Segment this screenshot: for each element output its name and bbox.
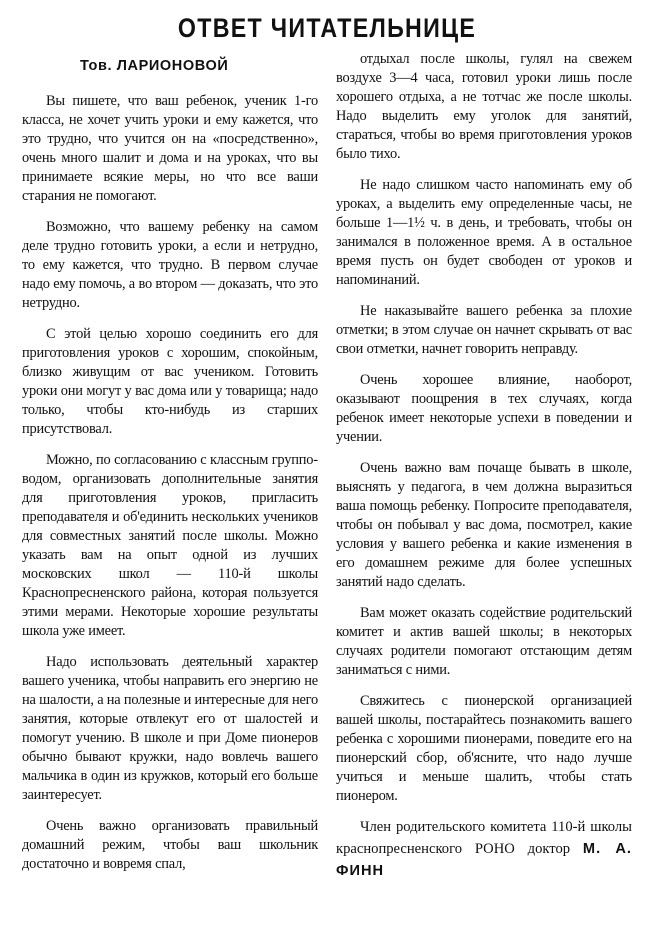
paragraph: Не наказывайте вашего ребенка за плохие отметки; в этом случае он начнет скрывать от вас свои отметки, начнет говорить неправду. — [336, 303, 632, 357]
paragraph: Очень важно организовать правильный домашний режим, чтобы ваш школьник достаточно и вовремя спал, — [22, 818, 318, 872]
paragraph: С этой целью хорошо соединить его для приготовления уроков с хорошим, спокойным, близко живущим от вас учеником. Готовить уроки они могут у вас дома или у товарища; надо только, чтобы кто-нибудь из старших присутствовал. — [22, 326, 318, 437]
signature — [336, 816, 632, 882]
paragraph: Не надо слишком часто напоминать ему об уроках, а выделить ему определенные часы, не больше 1—1½ ч. в день, и требовать, чтобы он занимался в положенное время. А в остальное время пусть он будет свободен от уроков и напоминаний. — [336, 177, 632, 288]
addressee: Тов. ЛАРИОНОВОЙ — [80, 58, 229, 74]
headline: ОТВЕТ ЧИТАТЕЛЬНИЦЕ — [177, 13, 477, 43]
signature-name: М. А. ФИНН — [336, 841, 632, 879]
column-left — [22, 50, 318, 886]
paragraph: отдыхал после школы, гулял на свежем воздухе 3—4 часа, готовил уроки лишь после хорошего отдыха, а не тотчас же после школы. Надо выделить ему уголок для занятий, стараться, чтобы во время приготовления уроков было тихо. — [336, 51, 632, 162]
paragraph: Можно, по согласованию с классным групповодом, организовать дополнительные занятия для приготовления уроков, пригласить преподавателя и об'единить нескольких учеников для совместных занятий после школы. Можно указать вам на опыт одной из лучших московских школ — 110-й школы Краснопресненского района, которая пользуется этими мерами. Некоторые хорошие результаты школа уже имеет. — [22, 452, 318, 639]
paragraph: Вам может оказать содействие родительский комитет и актив вашей школы; в некоторых случаях родители помогают отстающим детям заниматься с ними. — [336, 605, 632, 678]
paragraph: Очень важно вам почаще бывать в школе, выяснять у педагога, в чем должна выразиться ваша помощь ребенку. Попросите преподавателя, чтобы он побывал у вас дома, посмотрел, какие условия у вашего ребенка и какие изменения в его домашнем режиме для более успешных занятий надо сделать. — [336, 460, 632, 590]
article-body — [22, 50, 632, 886]
paragraph: Очень хорошее влияние, наоборот, оказывают поощрения в тех случаях, когда ребенок имеет некоторые успехи в поведении и учении. — [336, 372, 632, 445]
signature-lead: Член родительского комитета 110-й школы краснопресненского РОНО доктор — [336, 819, 632, 857]
paragraph: Свяжитесь с пионерской организацией вашей школы, постарайтесь познакомить вашего ребенка с хорошими пионерами, поведите его на пионерский сбор, об'ясните, что надо лучше учиться и меньше шалить, чтобы стать пионером. — [336, 693, 632, 804]
paragraph: Вы пишете, что ваш ребенок, ученик 1-го класса, не хочет учить уроки и ему кажется, что это трудно, что учится он на «посредственно», очень много шалит и дома и на уроках, что вы принимаете всякие меры, но что все ваши старания не помогают. — [22, 93, 318, 204]
paragraph: Возможно, что вашему ребенку на самом деле трудно готовить уроки, а если и нетрудно, то ему кажется, что трудно. В первом случае надо ему помочь, а во втором — доказать, что это нетрудно. — [22, 219, 318, 311]
paragraph: Надо использовать деятельный характер вашего ученика, чтобы направить его энергию не на шалости, а на полезные и интересные для него занятия, которые отвлекут его от шалостей и помогут учению. В школе и при Доме пионеров обычно бывают кружки, надо вовлечь вашего мальчика в один из кружков, который его больше заинтересует. — [22, 654, 318, 803]
column-right — [336, 50, 632, 886]
